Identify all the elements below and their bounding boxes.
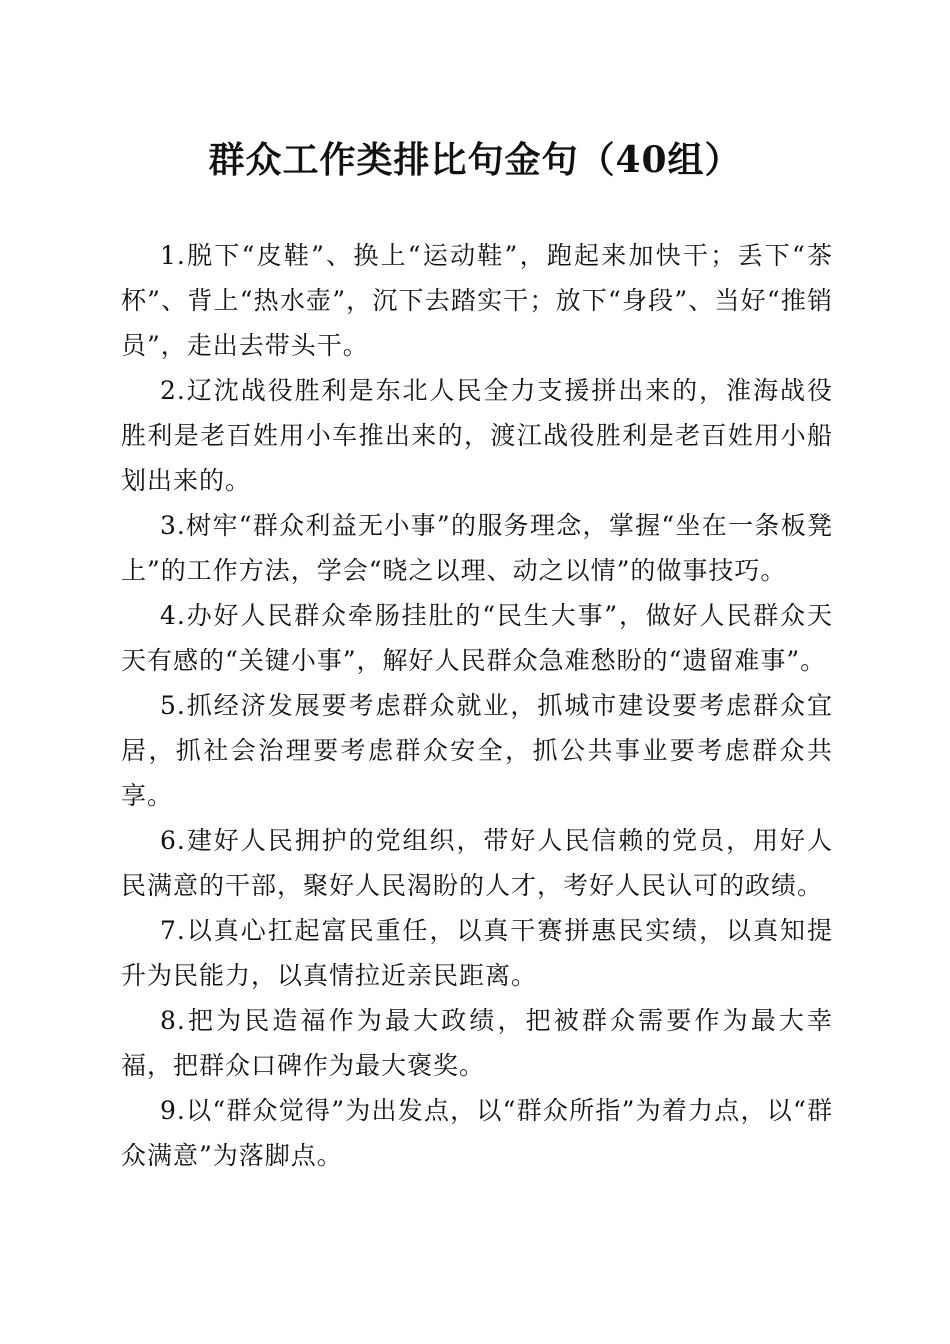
list-item: 9.以“群众觉得”为出发点，以“群众所指”为着力点，以“群众满意”为落脚点。 [121,1096,833,1170]
list-item: 1.脱下“皮鞋”、换上“运动鞋”，跑起来加快干；丢下“茶杯”、背上“热水壶”，沉下去踏实干；放下“身段”、当好“推销员”，走出去带头干。 [121,241,833,360]
list-item: 7.以真心扛起富民重任，以真干赛拼惠民实绩，以真知提升为民能力，以真情拉近亲民距离。 [121,916,833,990]
list-item: 5.抓经济发展要考虑群众就业，抓城市建设要考虑群众宜居，抓社会治理要考虑群众安全，抓公共事业要考虑群众共享。 [121,691,833,810]
list-item: 8.把为民造福作为最大政绩，把被群众需要作为最大幸福，把群众口碑作为最大褒奖。 [121,1006,833,1080]
document-body [121,233,833,1178]
list-item: 2.辽沈战役胜利是东北人民全力支援拼出来的，淮海战役胜利是老百姓用小车推出来的，渡江战役胜利是老百姓用小船划出来的。 [121,376,833,495]
list-item: 6.建好人民拥护的党组织，带好人民信赖的党员，用好人民满意的干部，聚好人民渴盼的人才，考好人民认可的政绩。 [121,826,833,900]
document-title: 群众工作类排比句金句（40组） [208,139,742,181]
list-item: 4.办好人民群众牵肠挂肚的“民生大事”，做好人民群众天天有感的“关键小事”，解好人民群众急难愁盼的“遗留难事”。 [121,601,833,675]
list-item: 3.树牢“群众利益无小事”的服务理念，掌握“坐在一条板凳上”的工作方法，学会“晓之以理、动之以情”的做事技巧。 [121,511,833,585]
